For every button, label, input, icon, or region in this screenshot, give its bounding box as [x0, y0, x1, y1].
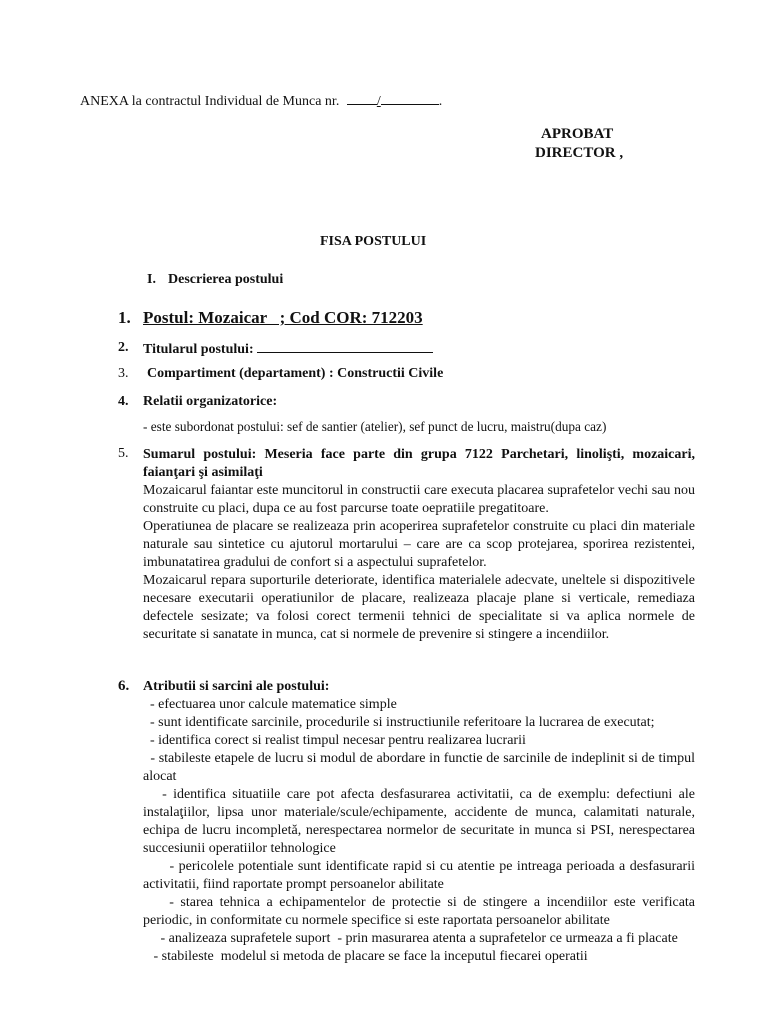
item-2-line	[143, 340, 433, 358]
item-4-number: 4.	[118, 394, 129, 409]
summary-paragraph-2: Operatiunea de placare se realizeaza prin acoperirea suprafetelor construite cu placi din materiale naturale sau sintetice cu ajutorul mortarului – care are ca scop protejarea, sporirea rezistentei, imbunatatirea gradului de confort si a aspectului suprafetelor.	[143, 519, 695, 570]
item-1-number: 1.	[118, 308, 131, 327]
approval-line1: APROBAT	[541, 126, 614, 142]
duty-item: - identifica situatiile care pot afecta desfasurarea activitatii, ca de exemplu: defectiuni ale instalaţiilor, lipsa unor materiale/scule/echipamente, accidente de munca, calamitati naturale, echipa de lucru incompletă, nerespectarea normelor de securitate in munca si PSI, nerespectarea succesiunii operatiilor tehnologice	[143, 787, 699, 856]
relations-text: - este subordonat postului: sef de santier (atelier), sef punct de lucru, maistru(dupa caz)	[143, 419, 607, 434]
summary-block	[143, 446, 695, 644]
holder-name-blank	[257, 340, 433, 353]
summary-paragraph-3: Mozaicarul repara suporturile deteriorate, identifica materialele adecvate, uneltele si dispozitivele necesare executarii operatiunilor de placare, realizeaza placaje plane si verticale, remediaza defectele sesizate; va folosi corect termenii tehnici de specialitate si va aplica normele de securitate si sanatate in munca, cat si normele de prevenire si stingere a incendiilor.	[143, 573, 695, 642]
duty-item: - pericolele potentiale sunt identificate rapid si cu atentie pe intreaga perioada a desfasurarii activitatii, fiind raportate prompt persoanelor abilitate	[143, 859, 699, 892]
duty-item: - identifica corect si realist timpul necesar pentru realizarea lucrarii	[143, 733, 526, 748]
duties-heading: Atributii si sarcini ale postului:	[143, 679, 330, 694]
item-1-label: Postul: Mozaicar ; Cod COR: 712203	[143, 308, 423, 327]
annex-end: .	[438, 94, 443, 109]
duty-item: - starea tehnica a echipamentelor de protectie si de stingere a incendiilor este verificata periodic, in conformitate cu normele specifice si este raportata persoanelor abilitate	[143, 895, 699, 928]
duty-item: - sunt identificate sarcinile, procedurile si instructiunile referitoare la lucrarea de executat;	[143, 715, 655, 730]
item-4-label: Relatii organizatorice:	[143, 394, 278, 409]
item-5-number: 5.	[118, 446, 129, 461]
duties-block	[143, 678, 699, 966]
duty-item: - efectuarea unor calcule matematice simple	[143, 697, 397, 712]
duty-item: - stabileste etapele de lucru si modul de abordare in functie de sarcinile de indeplinit si de timpul alocat	[143, 751, 699, 784]
duty-item: - stabileste modelul si metoda de placare se face la inceputul fiecarei operatii	[143, 949, 588, 964]
item-2-label: Titularul postului:	[143, 342, 258, 357]
summary-heading: Sumarul postului: Meseria face parte din grupa 7122 Parchetari, linolişti, mozaicari, faianţari şi asimilaţi	[143, 447, 695, 480]
page-title: FISA POSTULUI	[320, 234, 427, 249]
annex-line	[80, 92, 442, 110]
annex-prefix: ANEXA la contractul Individual de Munca nr.	[80, 94, 343, 109]
item-3-number: 3.	[118, 366, 129, 381]
annex-separator: /	[376, 94, 381, 109]
duty-item: - analizeaza suprafetele suport - prin masurarea atenta a suprafetelor ce urmeaza a fi placate	[143, 931, 678, 946]
summary-paragraph-1: Mozaicarul faiantar este muncitorul in constructii care executa placarea suprafetelor vechi sau nou construite cu placi, dupa ce au fost parcurse toate oepratiile pregatitoare.	[143, 483, 695, 516]
section-label: Descrierea postului	[168, 272, 284, 287]
contract-number-blank	[347, 92, 377, 105]
approval-line2: DIRECTOR ,	[535, 145, 624, 161]
contract-date-blank	[381, 92, 439, 105]
item-2-number: 2.	[118, 340, 129, 355]
item-6-number: 6.	[118, 678, 130, 694]
item-3-label: Compartiment (departament) : Constructii Civile	[147, 366, 444, 381]
section-number: I.	[147, 272, 156, 287]
